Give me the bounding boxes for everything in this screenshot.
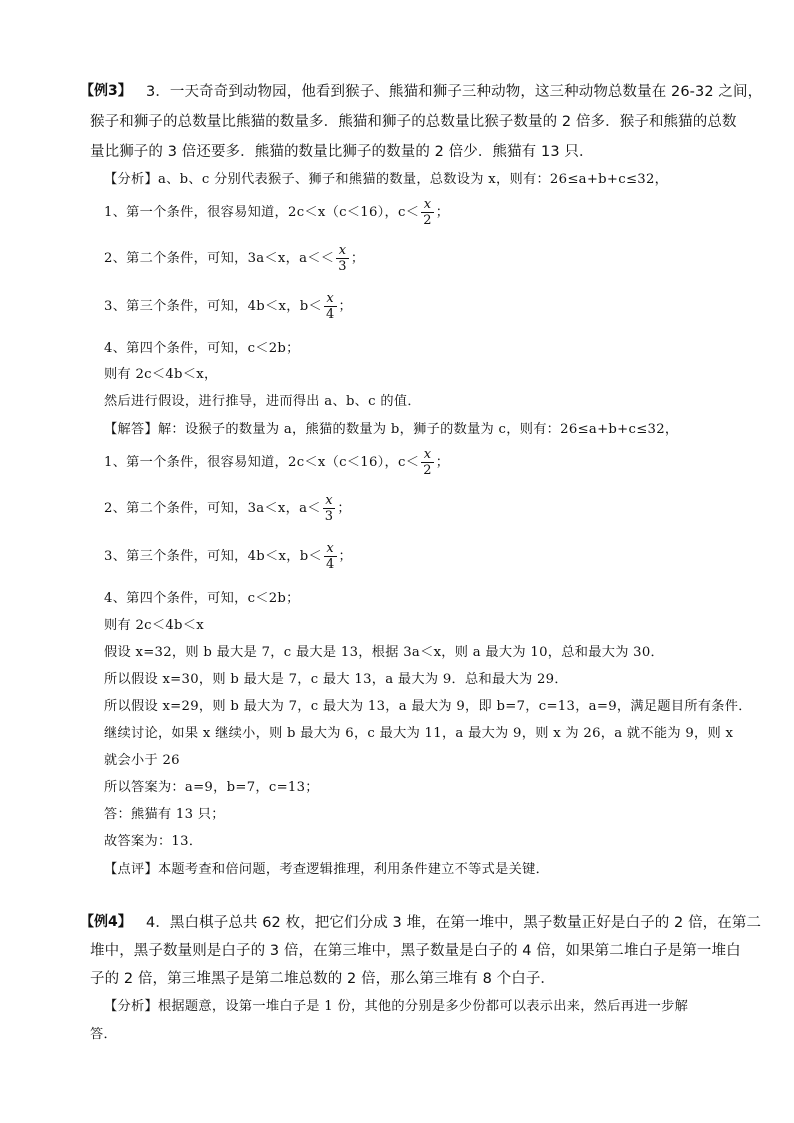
example-4-tag: 【例4】 (80, 914, 132, 930)
solution-line: 所以假设 x=30，则 b 最大是 7，c 最大 13，a 最大为 9．总和最大为 29． (104, 672, 568, 687)
analysis-condition-1: 1、第一个条件，很容易知道，2c＜x（c＜16），c＜ $\frac{x}{2}$ ； (104, 197, 450, 228)
example-3-problem-line: 量比狮子的 3 倍还要多．熊猫的数量比狮子的数量的 2 倍少．熊猫有 13 只． (90, 144, 594, 160)
example-4-problem-line: 4．黑白棋子总共 62 枚，把它们分成 3 堆，在第一堆中，黑子数量正好是白子的 2 倍，在第二 (146, 915, 762, 931)
fraction: $\frac{x}{3}$ (324, 493, 334, 524)
solution-condition-2: 2、第二个条件，可知，3a＜x，a＜ $\frac{x}{3}$ ； (104, 493, 351, 524)
analysis-condition-4: 4、第四个条件，可知，c＜2b； (104, 341, 300, 356)
analysis-heading: 【分析】a、b、c 分别代表猴子、狮子和熊猫的数量，总数设为 x，则有：26≤a+b+c≤32， (104, 172, 669, 187)
fraction: $\frac{x}{3}$ (338, 243, 347, 274)
comment: 【点评】本题考查和倍问题，考查逻辑推理，利用条件建立不等式是关键． (104, 862, 550, 877)
analysis-assume: 然后进行假设，进行推导，进而得出 a、b、c 的值． (104, 394, 421, 409)
solution-line: 继续讨论，如果 x 继续小，则 b 最大为 6，c 最大为 11，a 最大为 9，则 x 为 26，a 就不能为 9，则 x (104, 726, 734, 741)
example-4-analysis-line: 【分析】根据题意，设第一堆白子是 1 份，其他的分别是多少份都可以表示出来，然后再进一步解 (104, 999, 689, 1014)
solution-then: 则有 2c＜4b＜x (104, 618, 204, 633)
analysis-condition-3: 3、第三个条件，可知，4b＜x，b＜ $\frac{x}{4}$ ； (104, 291, 353, 322)
solution-reply: 答：熊猫有 13 只； (104, 807, 225, 822)
solution-condition-4: 4、第四个条件，可知，c＜2b； (104, 591, 300, 606)
analysis-condition-2: 2、第二个条件，可知，3a＜x，a＜＜ $\frac{x}{3}$ ； (104, 243, 365, 274)
analysis-then: 则有 2c＜4b＜x， (104, 367, 218, 382)
solution-heading: 【解答】解：设猴子的数量为 a，熊猫的数量为 b，狮子的数量为 c，则有：26≤a+b+c≤32， (104, 422, 679, 437)
solution-line: 假设 x=32，则 b 最大是 7，c 最大是 13，根据 3a＜x，则 a 最大为 10，总和最大为 30． (104, 645, 665, 660)
example-4-problem-line: 子的 2 倍，第三堆黑子是第二堆总数的 2 倍，那么第三堆有 8 个白子． (90, 971, 556, 987)
example-4-problem-line: 堆中，黑子数量则是白子的 3 倍，在第三堆中，黑子数量是白子的 4 倍，如果第二堆白子是第一堆白 (90, 943, 741, 959)
example-3-problem-line: 猴子和狮子的总数量比熊猫的数量多．熊猫和狮子的总数量比猴子数量的 2 倍多．猴子和熊猫的总数 (90, 114, 737, 130)
fraction: $\frac{x}{2}$ (423, 197, 432, 228)
example-3-problem-line: 3．一天奇奇到动物园，他看到猴子、熊猫和狮子三种动物，这三种动物总数量在 26-32 之间， (146, 84, 763, 100)
fraction: $\frac{x}{2}$ (423, 447, 432, 478)
fraction: $\frac{x}{4}$ (325, 541, 335, 572)
example-4-analysis-line: 答． (90, 1027, 117, 1042)
fraction: $\frac{x}{4}$ (325, 291, 335, 322)
solution-final: 故答案为：13． (104, 834, 203, 849)
example-3-tag: 【例3】 (80, 83, 132, 99)
solution-condition-3: 3、第三个条件，可知，4b＜x，b＜ $\frac{x}{4}$ ； (104, 541, 353, 572)
solution-condition-1: 1、第一个条件，很容易知道，2c＜x（c＜16），c＜ $\frac{x}{2}$ ； (104, 447, 450, 478)
solution-answer: 所以答案为：a=9，b=7，c=13； (104, 780, 319, 795)
solution-line: 就会小于 26 (104, 753, 180, 768)
solution-line: 所以假设 x=29，则 b 最大为 7，c 最大为 13，a 最大为 9，即 b=7，c=13，a=9，满足题目所有条件． (104, 699, 752, 714)
